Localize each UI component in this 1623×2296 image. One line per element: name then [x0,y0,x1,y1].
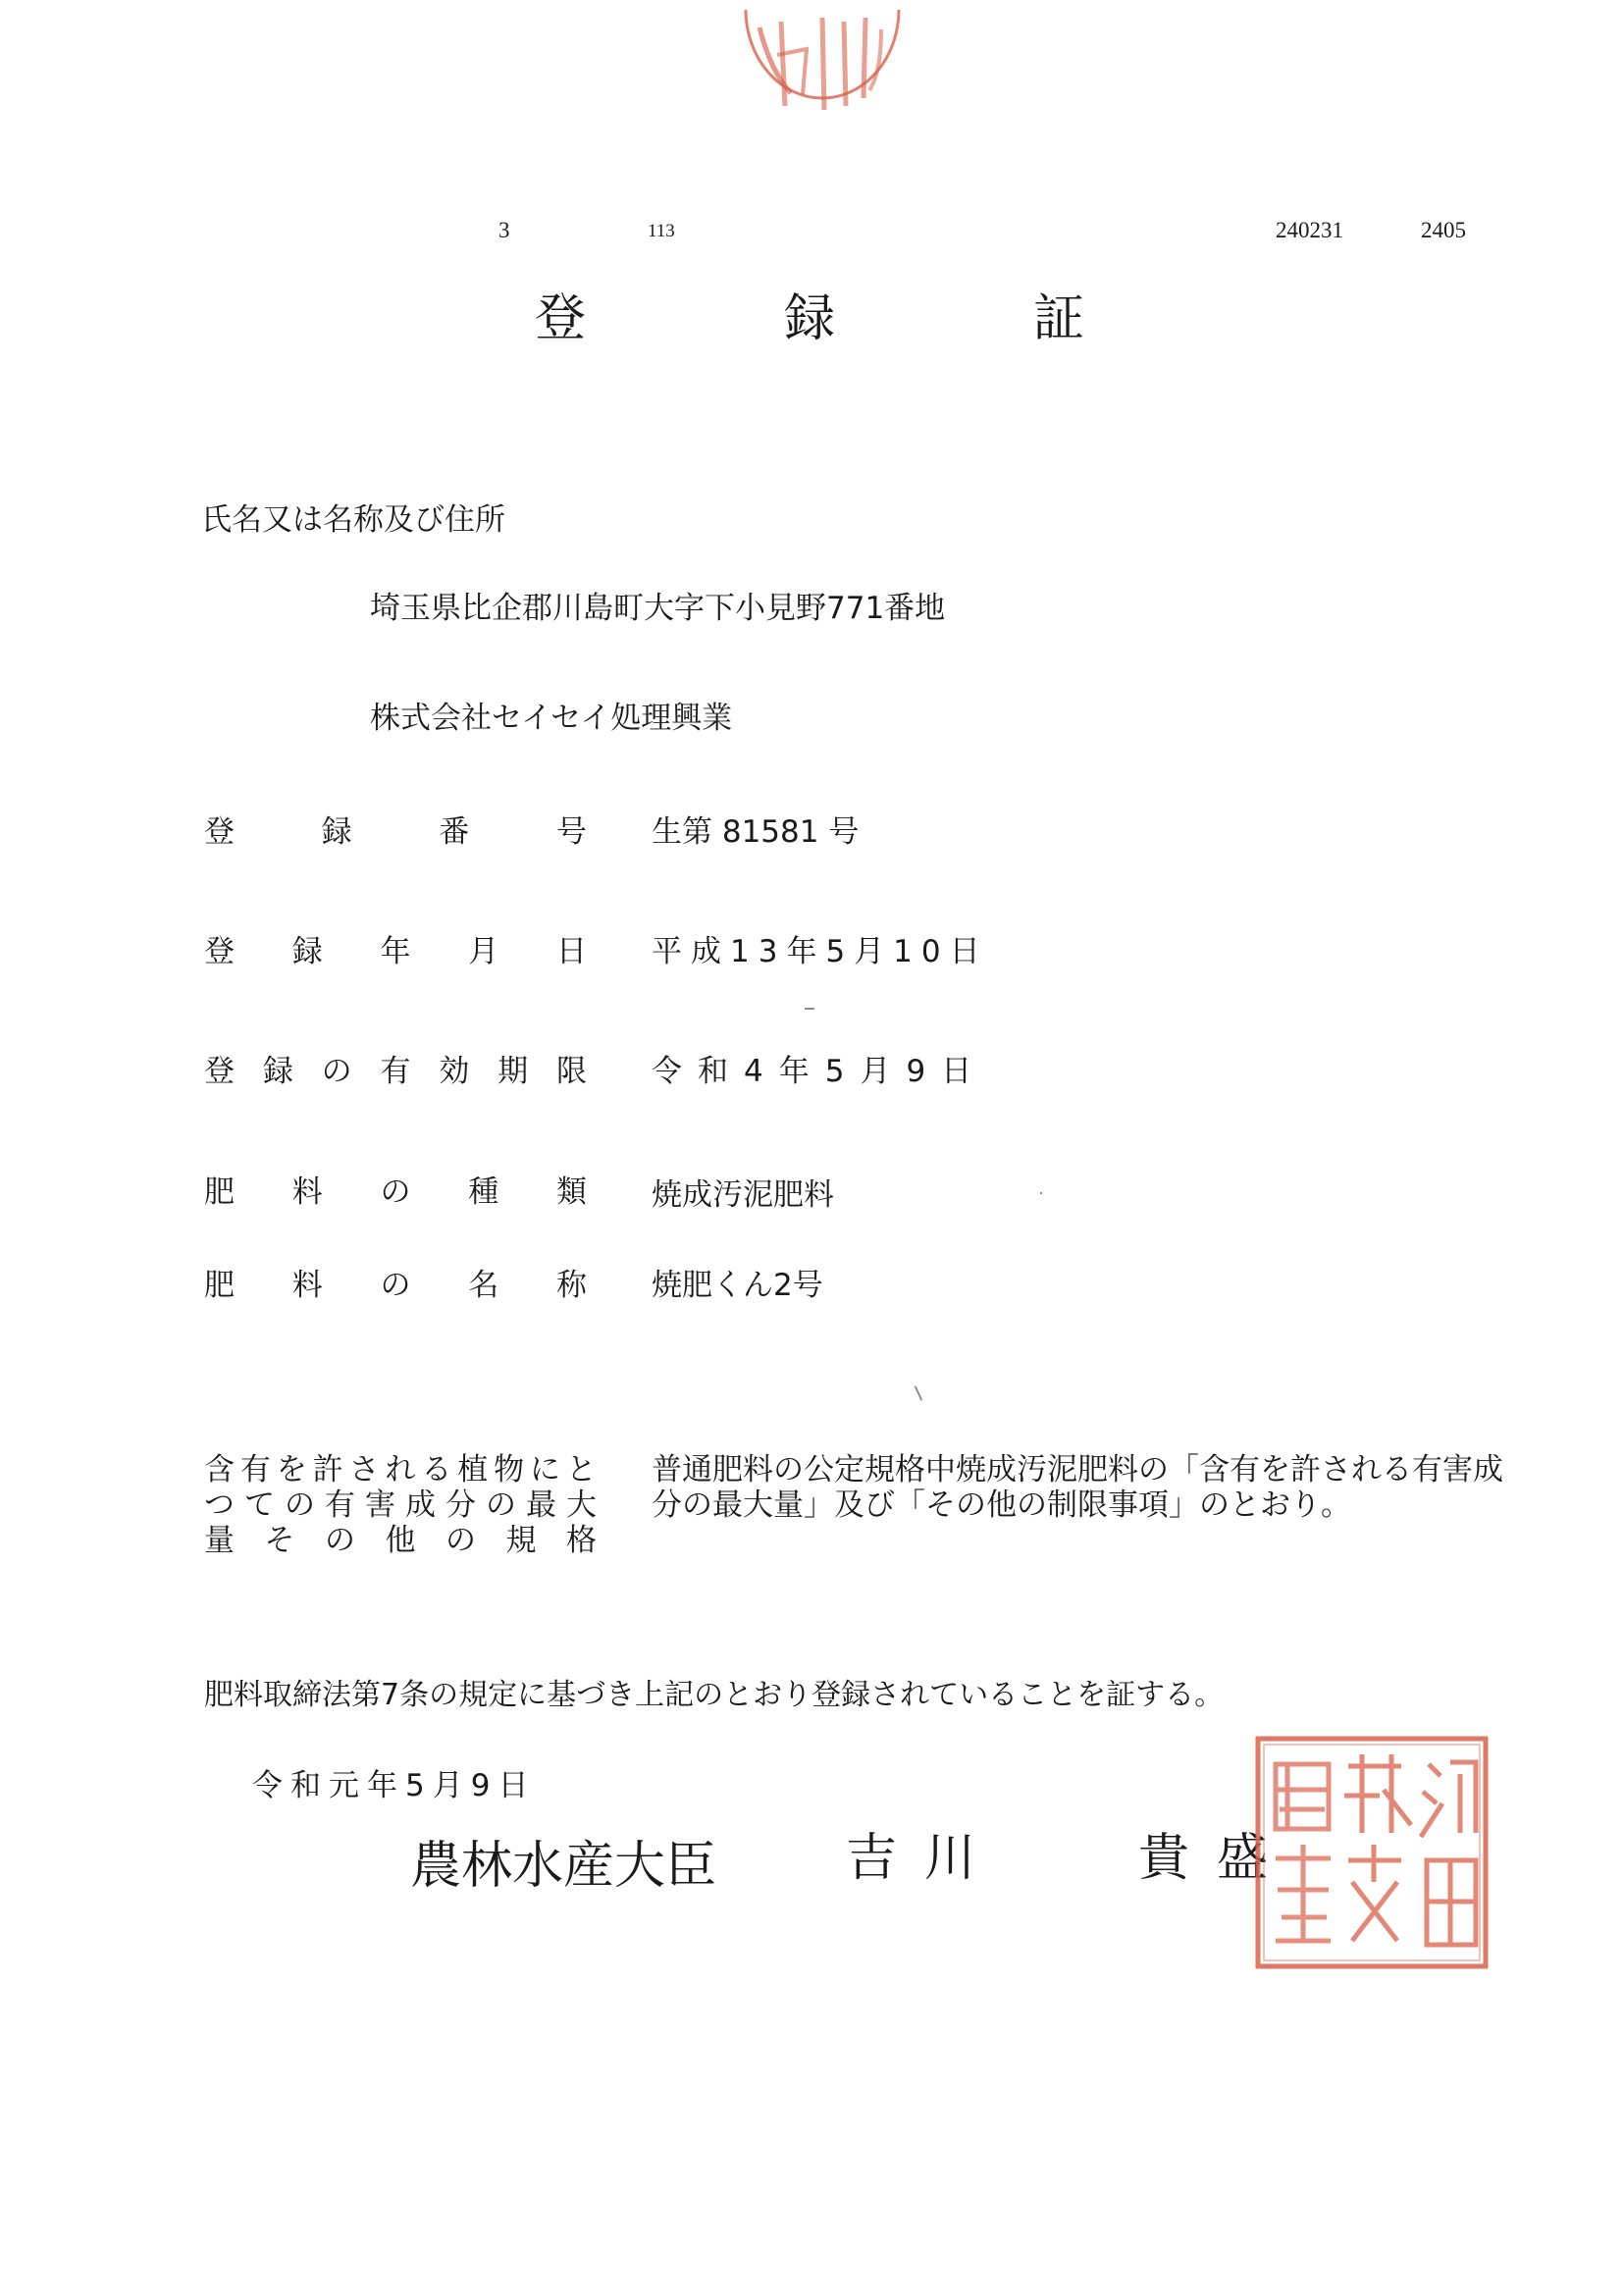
header-code-c: 240231 [1276,218,1343,242]
top-partial-seal [734,0,911,128]
registrant-company: 株式会社セイセイ処理興業 [370,701,733,736]
fertilizer-type-value: 焼成汚泥肥料 [652,1177,834,1213]
fertilizer-name-label: 肥 料 の 名 称 [204,1268,587,1303]
certification-statement: 肥料取締法第7条の規定に基づき上記のとおり登録されていることを証する。 [204,1678,1225,1712]
standards-label-line: つ て の 有 害 成 分 の 最 大 [204,1487,597,1523]
standards-label-line: 含 有 を 許 さ れ る 植 物 に と [204,1452,597,1487]
registration-number-label: 登 録 番 号 [204,814,587,850]
official-seal-stamp [1254,1735,1490,1970]
minister-title: 農林水産大臣 [410,1837,717,1896]
standards-value: 普通肥料の公定規格中焼成汚泥肥料の「含有を許される有害成分の最大量」及び「その他の制限事項」のとおり。 [652,1452,1503,1523]
header-code-a: 3 [498,218,510,242]
header-code-b: 113 [648,221,675,241]
title-char: 証 [1032,289,1084,348]
scan-speck [1040,1192,1042,1194]
document-title [535,285,1084,353]
title-char: 登 [535,289,587,348]
scan-speck [915,1385,923,1400]
expiry-value: 令和4年5月9日 [652,1054,988,1089]
standards-label [204,1452,597,1558]
standards-label-line: 量 そ の 他 の 規 格 [204,1523,597,1558]
expiry-label: 登 録 の 有 効 期 限 [204,1054,587,1089]
fertilizer-type-label: 肥 料 の 種 類 [204,1174,587,1210]
registrant-label: 氏名又は名称及び住所 [201,502,505,538]
registration-date-label: 登 録 年 月 日 [204,934,587,969]
registrant-address: 埼玉県比企郡川島町大字下小見野771番地 [370,591,946,626]
title-char: 録 [783,289,835,348]
minister-name: 吉 川 貴 盛 [846,1829,1268,1888]
registration-number-value: 生第 81581 号 [652,814,860,850]
issue-date: 令和元年5月9日 [252,1768,537,1803]
registration-date-value: 平成13年5月10日 [652,934,989,969]
scan-speck [805,1008,814,1010]
fertilizer-name-value: 焼肥くん2号 [652,1268,823,1303]
header-code-d: 2405 [1421,218,1466,242]
